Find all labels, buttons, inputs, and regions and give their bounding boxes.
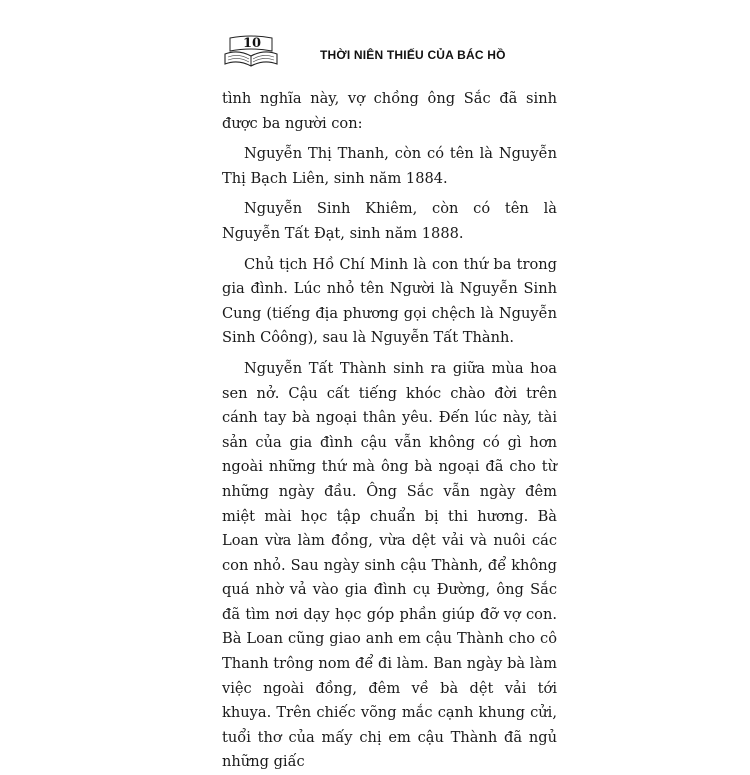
paragraph-child-2: Nguyễn Sinh Khiêm, còn có tên là Nguyễn Tất Đạt, sinh năm 1888. — [222, 200, 557, 242]
page-number: 10 — [242, 36, 262, 51]
body-text — [222, 87, 557, 775]
page-header — [0, 30, 750, 80]
running-title: THỜI NIÊN THIẾU CỦA BÁC HỒ — [320, 48, 506, 62]
paragraph-child-3: Chủ tịch Hồ Chí Minh là con thứ ba trong gia đình. Lúc nhỏ tên Người là Nguyễn Sinh Cung (tiếng địa phương gọi chệch là Nguyễn Sinh Côông), sau là Nguyễn Tất Thành. — [222, 255, 557, 347]
paragraph-child-1: Nguyễn Thị Thanh, còn có tên là Nguyễn Thị Bạch Liên, sinh năm 1884. — [222, 145, 557, 187]
paragraph-continuation: tình nghĩa này, vợ chồng ông Sắc đã sinh được ba người con: — [222, 90, 557, 132]
paragraph-birth: Nguyễn Tất Thành sinh ra giữa mùa hoa sen nở. Cậu cất tiếng khóc chào đời trên cánh tay bà ngoại thân yêu. Đến lúc này, tài sản của gia đình cậu vẫn không có gì hơn ngoài những thứ mà ông bà ngoại đã cho từ những ngày đầu. Ông Sắc vẫn ngày đêm miệt mài học tập chuẩn bị thi hương. Bà Loan vừa làm đồng, vừa dệt vải và nuôi các con nhỏ. Sau ngày sinh cậu Thành, để không quá nhờ vả vào gia đình cụ Đường, ông Sắc đã tìm nơi dạy học góp phần giúp đỡ vợ con. Bà Loan cũng giao anh em cậu Thành cho cô Thanh trông nom để đi làm. Ban ngày bà làm việc ngoài đồng, đêm về bà dệt vải tới khuya. Trên chiếc võng mắc cạnh khung cửi, tuổi thơ của mấy chị em cậu Thành đã ngủ những giấc — [222, 359, 557, 771]
